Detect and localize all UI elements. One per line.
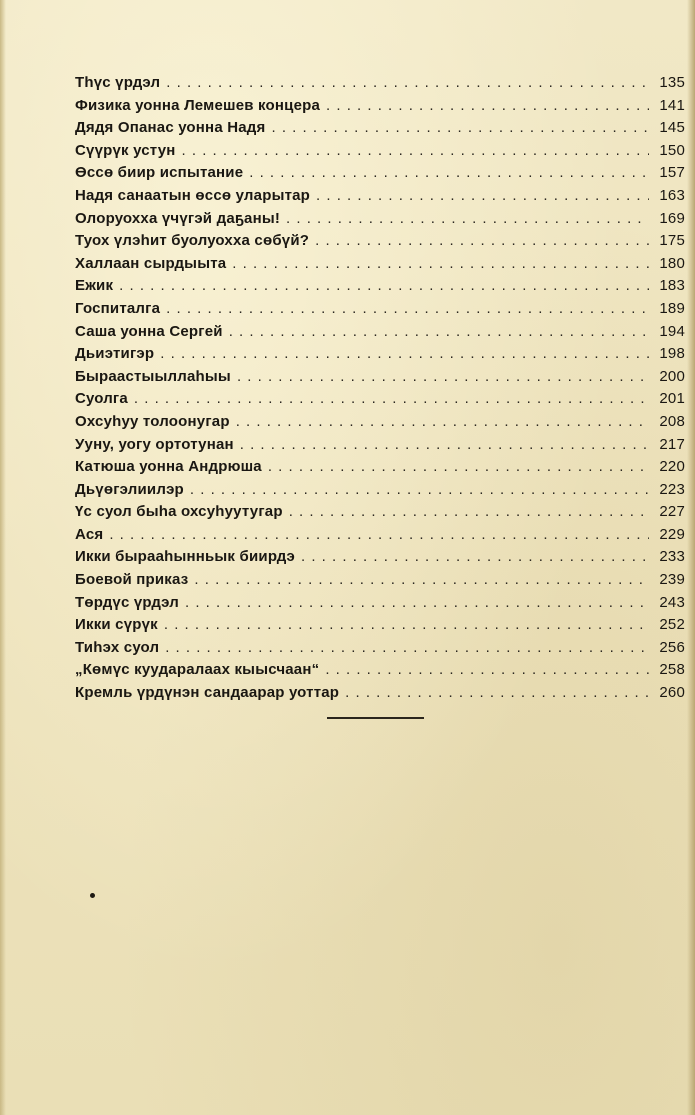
toc-entry-page-number: 145 xyxy=(659,119,685,137)
toc-entry xyxy=(75,366,685,389)
toc-entry-title: Туох үлэһит буолуохха сөбүй? xyxy=(75,232,310,250)
toc-entry-page-number: 260 xyxy=(659,684,685,702)
toc-entry xyxy=(75,275,685,298)
toc-dot-leader xyxy=(229,321,649,344)
toc-entry-page-number: 243 xyxy=(659,593,685,611)
toc-entry xyxy=(75,95,685,118)
toc-entry xyxy=(75,162,685,185)
toc-dot-leader xyxy=(316,185,649,208)
toc-entry-page-number: 201 xyxy=(659,390,685,408)
toc-entry-page-number: 229 xyxy=(659,525,685,543)
ink-speck xyxy=(90,893,95,898)
toc-entry-title: Икки сүрүк xyxy=(75,616,158,634)
toc-entry-title: Халлаан сырдыыта xyxy=(75,254,227,272)
toc-entry-title: Дядя Опанас уонна Надя xyxy=(75,119,266,137)
toc-entry xyxy=(75,546,685,569)
toc-entry-title: Төрдүс үрдэл xyxy=(75,593,179,611)
page-right-edge xyxy=(687,0,695,1115)
toc-entry-title: Надя санаатын өссө уларытар xyxy=(75,186,311,204)
toc-entry-title: Охсуһуу толоонугар xyxy=(75,412,230,430)
toc-entry-title: Тһүс үрдэл xyxy=(75,74,161,91)
page-left-edge xyxy=(0,0,6,1115)
toc-entry xyxy=(75,456,685,479)
toc-dot-leader xyxy=(236,411,649,434)
toc-dot-leader xyxy=(185,592,649,615)
toc-entry-title: Ежик xyxy=(75,277,114,295)
toc-entry xyxy=(75,117,685,140)
toc-dot-leader xyxy=(345,682,649,705)
toc-entry xyxy=(75,72,685,95)
toc-dot-leader xyxy=(166,298,649,321)
toc-entry xyxy=(75,479,685,502)
toc-entry-title: Ася xyxy=(75,525,104,543)
toc-entry xyxy=(75,253,685,276)
toc-entry xyxy=(75,411,685,434)
toc-entry-title: Госпиталга xyxy=(75,299,161,317)
toc-entry-title: Суолга xyxy=(75,390,128,408)
toc-entry-page-number: 200 xyxy=(659,367,685,385)
toc-dot-leader xyxy=(325,659,649,682)
toc-entry-page-number: 189 xyxy=(659,299,685,317)
toc-entry xyxy=(75,388,685,411)
toc-dot-leader xyxy=(182,140,649,163)
toc-entry-page-number: 256 xyxy=(659,638,685,656)
toc-entry xyxy=(75,592,685,615)
toc-entry xyxy=(75,230,685,253)
toc-entry xyxy=(75,569,685,592)
toc-entry-title: Дьүөгэлиилэр xyxy=(75,480,184,498)
toc-entry xyxy=(75,659,685,682)
toc-entry-title: Өссө биир испытание xyxy=(75,164,244,182)
toc-dot-leader xyxy=(164,614,649,637)
section-divider xyxy=(327,717,424,719)
toc-entry xyxy=(75,614,685,637)
toc-entry-title: Физика уонна Лемешев концера xyxy=(75,96,321,114)
toc-entry xyxy=(75,682,685,705)
toc-entry-title: Боевой приказ xyxy=(75,571,189,589)
toc-entry-title: Ууну, уогу ортотунан xyxy=(75,435,234,453)
toc-entry-page-number: 252 xyxy=(659,616,685,634)
toc-entry xyxy=(75,343,685,366)
toc-entry-title: „Көмүс куударалаах кыысчаан“ xyxy=(75,661,320,679)
toc-entry xyxy=(75,140,685,163)
toc-dot-leader xyxy=(240,434,649,457)
toc-entry-page-number: 163 xyxy=(659,186,685,204)
toc-dot-leader xyxy=(165,637,649,660)
toc-dot-leader xyxy=(268,456,649,479)
toc-entry-title: Икки бырааһынньык биирдэ xyxy=(75,548,296,566)
toc-dot-leader xyxy=(326,95,649,118)
toc-entry-page-number: 217 xyxy=(659,435,685,453)
toc-entry xyxy=(75,185,685,208)
toc-entry-page-number: 198 xyxy=(659,345,685,363)
toc-entry-page-number: 233 xyxy=(659,548,685,566)
toc-dot-leader xyxy=(160,343,649,366)
toc-entry-page-number: 141 xyxy=(659,96,685,114)
table-of-contents xyxy=(75,72,685,705)
toc-dot-leader xyxy=(194,569,649,592)
toc-entry xyxy=(75,298,685,321)
toc-entry-page-number: 183 xyxy=(659,277,685,295)
toc-entry xyxy=(75,208,685,231)
toc-entry-title: Саша уонна Сергей xyxy=(75,322,223,340)
toc-dot-leader xyxy=(315,230,649,253)
toc-entry-page-number: 150 xyxy=(659,141,685,159)
toc-entry-page-number: 223 xyxy=(659,480,685,498)
toc-dot-leader xyxy=(301,546,649,569)
toc-entry-page-number: 180 xyxy=(659,254,685,272)
toc-entry-title: Дьиэтигэр xyxy=(75,345,155,363)
toc-entry-page-number: 169 xyxy=(659,209,685,227)
toc-entry-page-number: 157 xyxy=(659,164,685,182)
toc-dot-leader xyxy=(109,524,649,547)
toc-dot-leader xyxy=(232,253,649,276)
toc-entry-page-number: 220 xyxy=(659,458,685,476)
toc-entry-title: Сүүрүк устун xyxy=(75,141,176,159)
toc-entry-title: Кремль үрдүнэн сандаарар уоттар xyxy=(75,684,340,702)
toc-entry xyxy=(75,637,685,660)
toc-entry-page-number: 194 xyxy=(659,322,685,340)
toc-entry-title: Катюша уонна Андрюша xyxy=(75,458,262,476)
toc-entry xyxy=(75,524,685,547)
toc-entry-page-number: 175 xyxy=(659,232,685,250)
toc-entry-title: Олоруохха үчүгэй даҕаны! xyxy=(75,209,281,227)
toc-dot-leader xyxy=(249,162,649,185)
toc-entry xyxy=(75,434,685,457)
toc-dot-leader xyxy=(134,388,649,411)
toc-dot-leader xyxy=(286,208,649,231)
toc-dot-leader xyxy=(237,366,649,389)
toc-dot-leader xyxy=(119,275,649,298)
toc-entry-title: Тиһэх суол xyxy=(75,638,160,656)
toc-dot-leader xyxy=(166,72,649,95)
toc-dot-leader xyxy=(289,501,649,524)
toc-entry-page-number: 239 xyxy=(659,571,685,589)
toc-entry-page-number: 208 xyxy=(659,412,685,430)
toc-entry-page-number: 135 xyxy=(659,74,685,91)
toc-entry-title: Үс суол быһа охсуһуутугар xyxy=(75,503,283,521)
toc-entry-title: Быраастыыллаһыы xyxy=(75,367,231,385)
toc-entry-page-number: 227 xyxy=(659,503,685,521)
toc-entry-page-number: 258 xyxy=(659,661,685,679)
toc-dot-leader xyxy=(190,479,649,502)
toc-entry xyxy=(75,501,685,524)
toc-dot-leader xyxy=(271,117,649,140)
toc-entry xyxy=(75,321,685,344)
